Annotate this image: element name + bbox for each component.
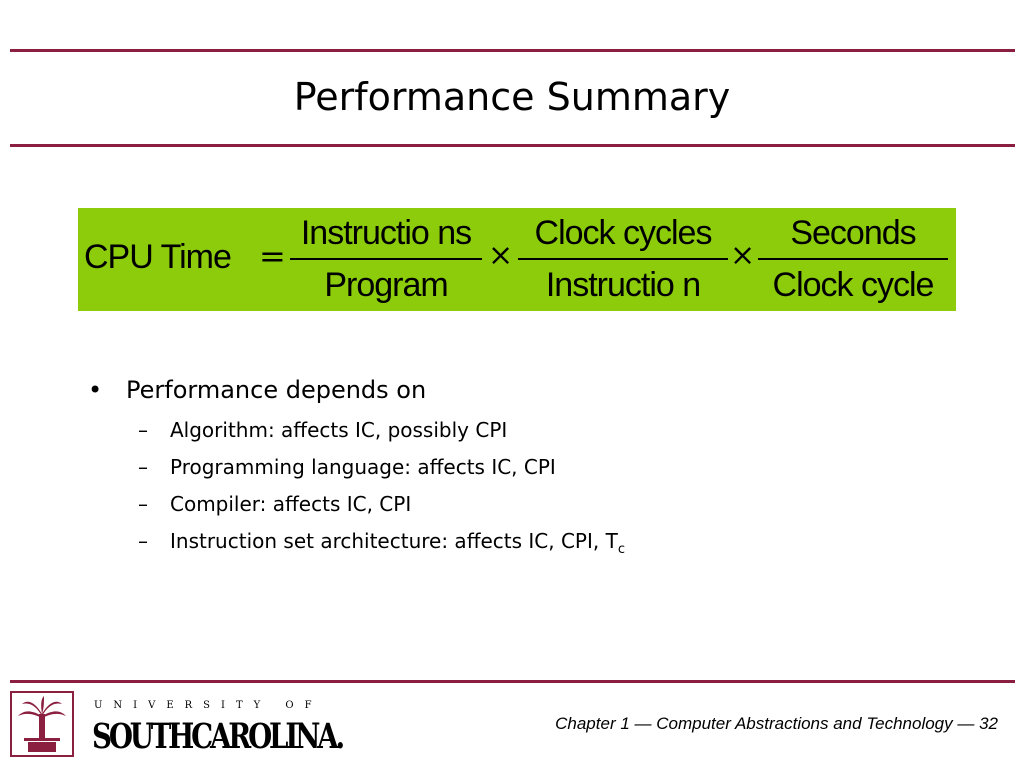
fraction-1-denominator: Program [324, 266, 448, 304]
formula-times-1: × [488, 238, 513, 273]
fraction-2-denominator: Instructio n [545, 266, 701, 304]
dash-icon: – [138, 455, 148, 479]
sub-bullet [138, 527, 625, 564]
fraction-3-numerator: Seconds [790, 214, 916, 252]
bullet-main [88, 374, 426, 406]
dash-icon: – [138, 418, 148, 442]
dash-icon: – [138, 529, 148, 553]
fraction-2-numerator: Clock cycles [534, 214, 712, 252]
sub-bullet [138, 490, 411, 518]
subscript-c: c [617, 542, 625, 557]
university-logo [10, 690, 350, 758]
fraction-1-bar [290, 258, 482, 260]
footer-rule [10, 680, 1015, 683]
sub-bullet-text: Programming language: affects IC, CPI [170, 455, 556, 479]
palmetto-tree-icon [18, 696, 66, 752]
logo-line-2: SOUTHCAROLINA. [92, 716, 344, 757]
formula-lhs: CPU Time [84, 238, 231, 276]
sub-bullet-text: Compiler: affects IC, CPI [170, 492, 412, 516]
cpu-time-formula [78, 208, 956, 311]
fraction-2-bar [518, 258, 728, 260]
fraction-3-bar [758, 258, 948, 260]
fraction-3-denominator: Clock cycle [772, 266, 934, 304]
formula-times-2: × [730, 238, 755, 273]
footer-caption: Chapter 1 — Computer Abstractions and Technology — 32 [555, 714, 998, 733]
fraction-1-numerator: Instructio ns [300, 214, 472, 252]
sub-bullet [138, 453, 556, 481]
bullet-dot-icon: • [88, 376, 103, 404]
logo-line-1: UNIVERSITY OF [94, 700, 323, 711]
dash-icon: – [138, 492, 148, 516]
top-rule [10, 49, 1015, 52]
title-rule [10, 144, 1015, 147]
sub-bullet [138, 416, 507, 444]
slide-title: Performance Summary [293, 75, 731, 119]
sub-bullet-text: Instruction set architecture: affects IC, CPI, T [170, 529, 618, 553]
sub-bullet-text: Algorithm: affects IC, possibly CPI [170, 418, 508, 442]
formula-equals: = [259, 237, 285, 275]
bullet-main-text: Performance depends on [126, 376, 427, 404]
